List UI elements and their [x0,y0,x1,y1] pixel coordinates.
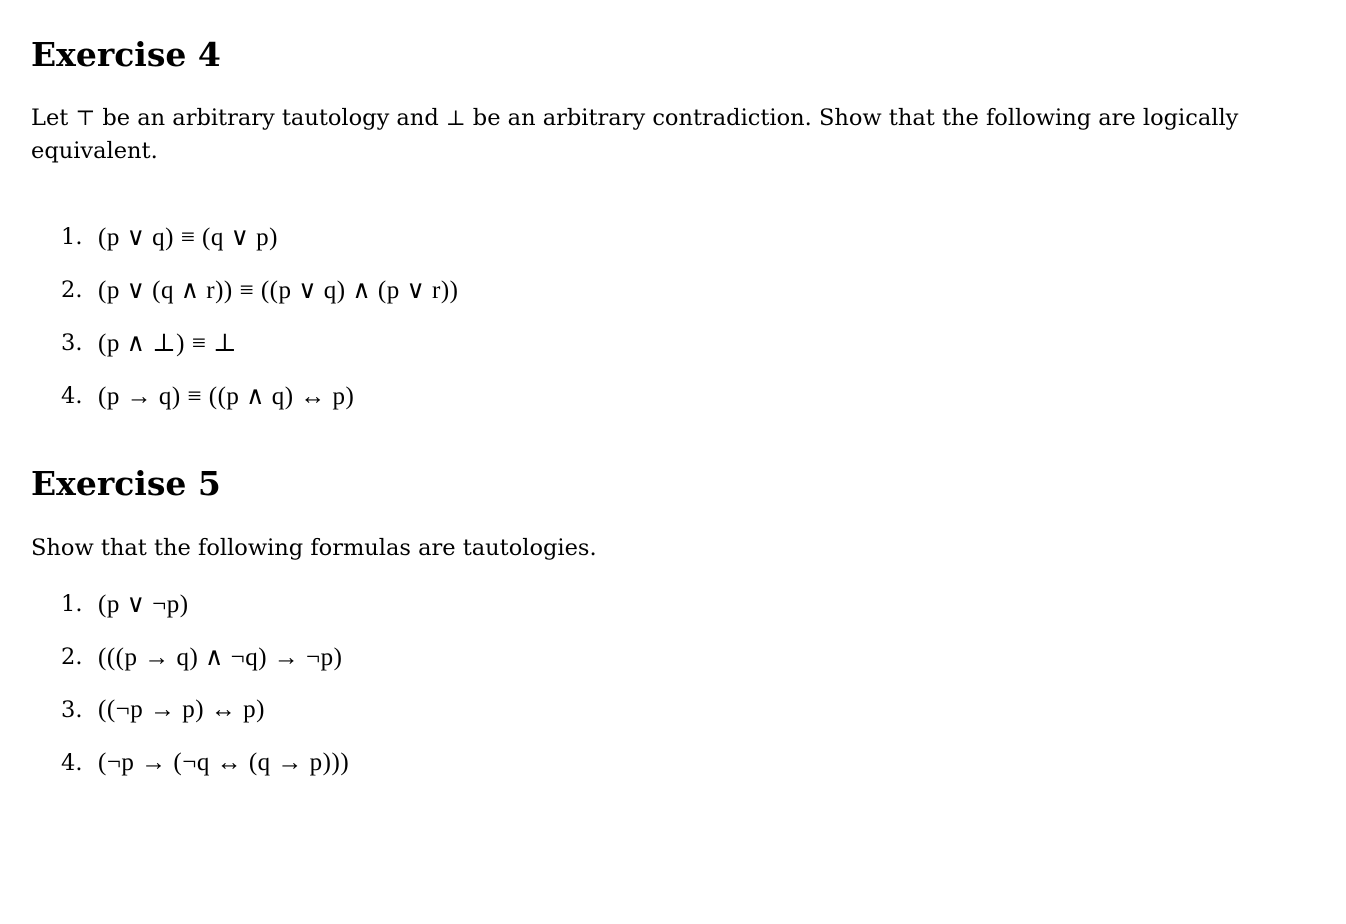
bottom-symbol: ⊥ [445,106,466,130]
exercise-5-list [61,577,349,789]
item-formula: (¬p → (¬q ↔ (q → p))) [98,748,350,776]
item-formula: (p ∨ q) ≡ (q ∨ p) [98,223,278,251]
item-number: 1. [61,223,83,250]
exercise-5-heading: Exercise 5 [31,464,221,503]
top-symbol: ⊤ [75,106,96,130]
list-item [61,630,349,683]
item-number: 1. [61,590,83,617]
item-formula: (p ∨ (q ∧ r)) ≡ ((p ∨ q) ∧ (p ∨ r)) [98,276,459,304]
item-formula: (p → q) ≡ ((p ∧ q) ↔ p) [98,382,355,410]
item-number: 3. [61,696,83,723]
item-number: 2. [61,643,83,670]
list-item [61,263,459,316]
item-formula: ((¬p → p) ↔ p) [98,695,265,723]
list-item [61,316,459,369]
exercise-4-intro [31,102,1316,168]
item-number: 4. [61,382,83,409]
item-number: 2. [61,276,83,303]
exercise-5-intro: Show that the following formulas are tautologies. [31,535,597,561]
exercise-4-list [61,210,459,422]
list-item [61,369,459,422]
list-item [61,577,349,630]
list-item [61,736,349,789]
list-item [61,683,349,736]
list-item [61,210,459,263]
item-formula: (p ∧ ⊥) ≡ ⊥ [98,329,238,357]
item-number: 3. [61,329,83,356]
item-formula: (((p → q) ∧ ¬q) → ¬p) [98,643,343,671]
item-number: 4. [61,749,83,776]
item-formula: (p ∨ ¬p) [98,590,189,618]
intro-text-c: be an arbitrary contradiction. Show that the following are logically equivalent. [31,105,1239,164]
intro-text-a: Let [31,105,76,131]
intro-text-b: be an arbitrary tautology and [95,105,446,131]
exercise-4-heading: Exercise 4 [31,35,221,74]
